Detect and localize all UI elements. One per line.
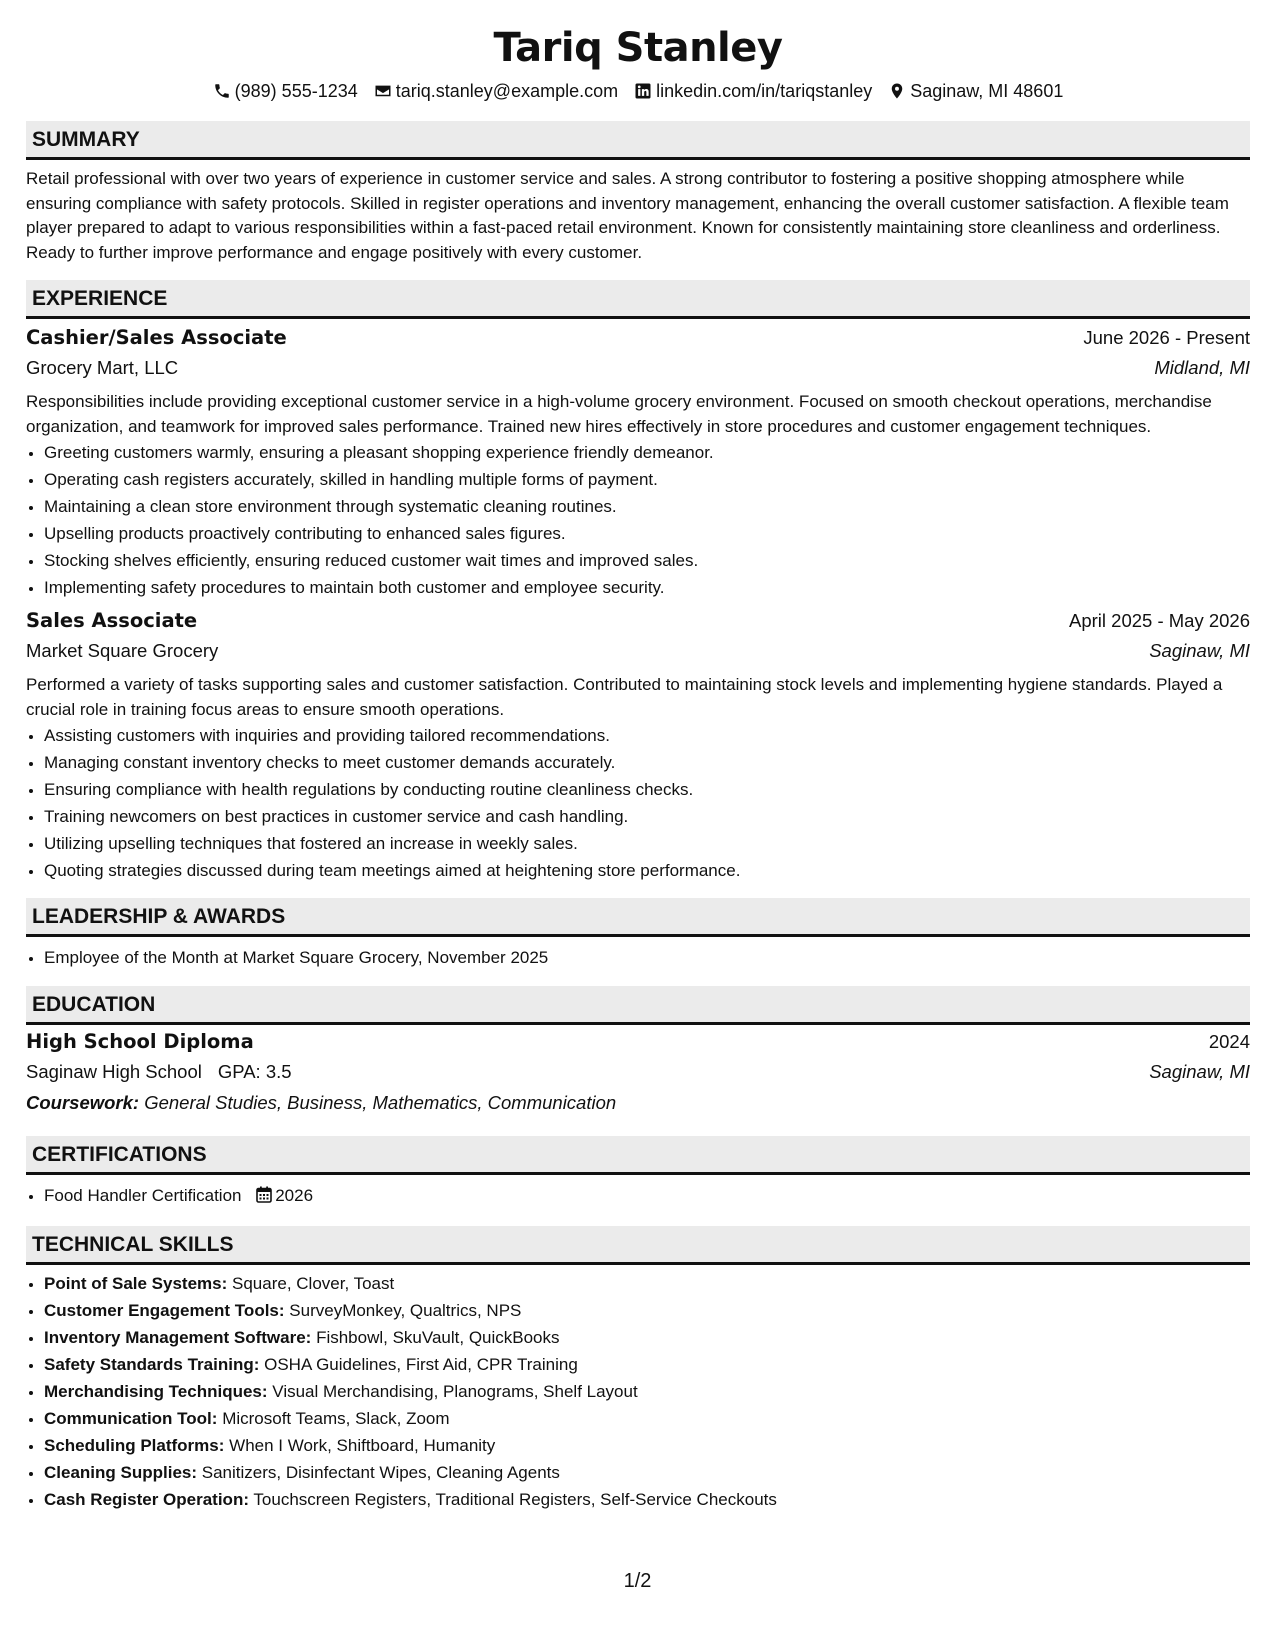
skill-value: When I Work, Shiftboard, Humanity xyxy=(229,1436,496,1455)
job-bullets xyxy=(26,722,1250,884)
job-location: Saginaw, MI xyxy=(1149,640,1250,661)
certifications-list xyxy=(26,1182,1250,1211)
job-title: Cashier/Sales Associate xyxy=(26,326,287,349)
section-heading-certifications: CERTIFICATIONS xyxy=(26,1136,1250,1175)
job-company-row xyxy=(26,640,1250,671)
education-school-group xyxy=(26,1061,292,1083)
phone-text: (989) 555-1234 xyxy=(234,80,358,101)
job-title-row xyxy=(26,326,1250,357)
contact-location xyxy=(888,81,1063,102)
job-company: Market Square Grocery xyxy=(26,640,219,661)
skill-value: Sanitizers, Disinfectant Wipes, Cleaning Agents xyxy=(201,1463,560,1482)
email-text: tariq.stanley@example.com xyxy=(395,80,619,101)
education-degree-row xyxy=(26,1030,1250,1061)
contact-email[interactable] xyxy=(374,81,618,102)
education-year: 2024 xyxy=(1208,1031,1250,1052)
skills-list xyxy=(26,1270,1250,1513)
list-item: • Utilizing upselling techniques that fostered an increase in weekly sales. xyxy=(44,830,1250,857)
job-company: Grocery Mart, LLC xyxy=(26,357,179,378)
phone-icon xyxy=(213,82,231,100)
certification-year: 2026 xyxy=(275,1186,314,1205)
coursework-text: General Studies, Business, Mathematics, Communication xyxy=(144,1092,617,1113)
skill-value: OSHA Guidelines, First Aid, CPR Training xyxy=(264,1355,578,1374)
contact-bar xyxy=(26,78,1250,104)
skill-label: Customer Engagement Tools: xyxy=(44,1301,285,1320)
linkedin-icon xyxy=(634,82,652,100)
list-item: • Maintaining a clean store environment through systematic cleaning routines. xyxy=(44,493,1250,520)
section-heading-skills: TECHNICAL SKILLS xyxy=(26,1226,1250,1265)
education-entry xyxy=(26,1030,1250,1120)
summary-text: Retail professional with over two years of experience in customer service and sales. A strong contributor to fostering a positive shopping atmosphere while ensuring compliance with safety protocols. Skilled in register operations and inventory management, enhancing the overall customer satisfaction. A flexible team player prepared to adapt to various responsibilities within a fast-paced retail environment. Known for consistently maintaining store cleanliness and orderliness. Ready to further improve performance and engage positively with every customer. xyxy=(26,169,1229,262)
job-title: Sales Associate xyxy=(26,609,198,632)
skill-value: Visual Merchandising, Planograms, Shelf Layout xyxy=(272,1382,638,1401)
job-entry xyxy=(26,609,1250,884)
list-item: • Employee of the Month at Market Square Grocery, November 2025 xyxy=(44,944,1250,971)
job-dates: June 2026 - Present xyxy=(1083,327,1250,348)
list-item: • Stocking shelves efficiently, ensuring reduced customer wait times and improved sales. xyxy=(44,547,1250,574)
list-item: • Implementing safety procedures to maintain both customer and employee security. xyxy=(44,574,1250,601)
education-coursework xyxy=(26,1092,1250,1120)
list-item xyxy=(44,1405,1250,1432)
list-item xyxy=(44,1486,1250,1513)
section-heading-awards: LEADERSHIP & AWARDS xyxy=(26,898,1250,937)
list-item xyxy=(44,1270,1250,1297)
skill-label: Scheduling Platforms: xyxy=(44,1436,225,1455)
skill-value: Square, Clover, Toast xyxy=(232,1274,395,1293)
list-item xyxy=(44,1324,1250,1351)
linkedin-text: linkedin.com/in/tariqstanley xyxy=(656,80,873,101)
job-title-row xyxy=(26,609,1250,640)
education-school-row xyxy=(26,1061,1250,1092)
job-dates: April 2025 - May 2026 xyxy=(1069,610,1250,631)
list-item xyxy=(44,1432,1250,1459)
envelope-icon xyxy=(374,82,392,100)
page-number: 1/2 xyxy=(623,1570,652,1592)
skill-label: Cleaning Supplies: xyxy=(44,1463,198,1482)
list-item: • Upselling products proactively contributing to enhanced sales figures. xyxy=(44,520,1250,547)
awards-list xyxy=(26,944,1250,971)
contact-linkedin[interactable] xyxy=(634,81,872,102)
job-entry xyxy=(26,326,1250,601)
education-school: Saginaw High School xyxy=(26,1061,202,1082)
section-heading-education: EDUCATION xyxy=(26,986,1250,1025)
skill-value: Microsoft Teams, Slack, Zoom xyxy=(222,1409,450,1428)
job-location: Midland, MI xyxy=(1154,357,1250,378)
section-heading-experience: EXPERIENCE xyxy=(26,280,1250,319)
list-item: • Training newcomers on best practices in customer service and cash handling. xyxy=(44,803,1250,830)
section-heading-summary: SUMMARY xyxy=(26,121,1250,160)
education-location: Saginaw, MI xyxy=(1149,1061,1250,1082)
contact-phone xyxy=(213,81,358,102)
job-description: Performed a variety of tasks supporting sales and customer satisfaction. Contributed to maintaining stock levels and implementing hygiene standards. Played a crucial role in training focus areas to ensure smooth operations. xyxy=(26,675,1223,719)
education-gpa: GPA: 3.5 xyxy=(217,1061,292,1082)
calendar-icon xyxy=(256,1184,272,1211)
list-item xyxy=(44,1182,1250,1211)
education-degree: High School Diploma xyxy=(26,1030,254,1053)
job-company-row xyxy=(26,357,1250,388)
list-item xyxy=(44,1459,1250,1486)
list-item: • Ensuring compliance with health regulations by conducting routine cleanliness checks. xyxy=(44,776,1250,803)
list-item: • Quoting strategies discussed during team meetings aimed at heightening store performance. xyxy=(44,857,1250,884)
coursework-label: Coursework: xyxy=(26,1092,140,1113)
list-item: • Managing constant inventory checks to meet customer demands accurately. xyxy=(44,749,1250,776)
location-text: Saginaw, MI 48601 xyxy=(910,80,1064,101)
job-bullets xyxy=(26,439,1250,601)
skill-value: Fishbowl, SkuVault, QuickBooks xyxy=(316,1328,560,1347)
skill-label: Communication Tool: xyxy=(44,1409,218,1428)
list-item xyxy=(44,1351,1250,1378)
certification-name: Food Handler Certification xyxy=(44,1186,242,1205)
skill-label: Merchandising Techniques: xyxy=(44,1382,268,1401)
candidate-name: Tariq Stanley xyxy=(493,25,783,71)
skill-label: Cash Register Operation: xyxy=(44,1490,249,1509)
resume-page xyxy=(26,0,1250,1513)
skill-label: Inventory Management Software: xyxy=(44,1328,312,1347)
list-item xyxy=(44,1378,1250,1405)
list-item: • Operating cash registers accurately, skilled in handling multiple forms of payment. xyxy=(44,466,1250,493)
skill-value: Touchscreen Registers, Traditional Registers, Self-Service Checkouts xyxy=(253,1490,777,1509)
job-description: Responsibilities include providing exceptional customer service in a high-volume grocery environment. Focused on smooth checkout operations, merchandise organization, and teamwork for improved sales performance. Trained new hires effectively in store procedures and customer engagement techniques. xyxy=(26,392,1212,436)
list-item xyxy=(44,1297,1250,1324)
skill-value: SurveyMonkey, Qualtrics, NPS xyxy=(289,1301,522,1320)
skill-label: Safety Standards Training: xyxy=(44,1355,260,1374)
map-pin-icon xyxy=(888,82,906,100)
skill-label: Point of Sale Systems: xyxy=(44,1274,228,1293)
list-item: • Greeting customers warmly, ensuring a pleasant shopping experience friendly demeanor. xyxy=(44,439,1250,466)
list-item: • Assisting customers with inquiries and providing tailored recommendations. xyxy=(44,722,1250,749)
